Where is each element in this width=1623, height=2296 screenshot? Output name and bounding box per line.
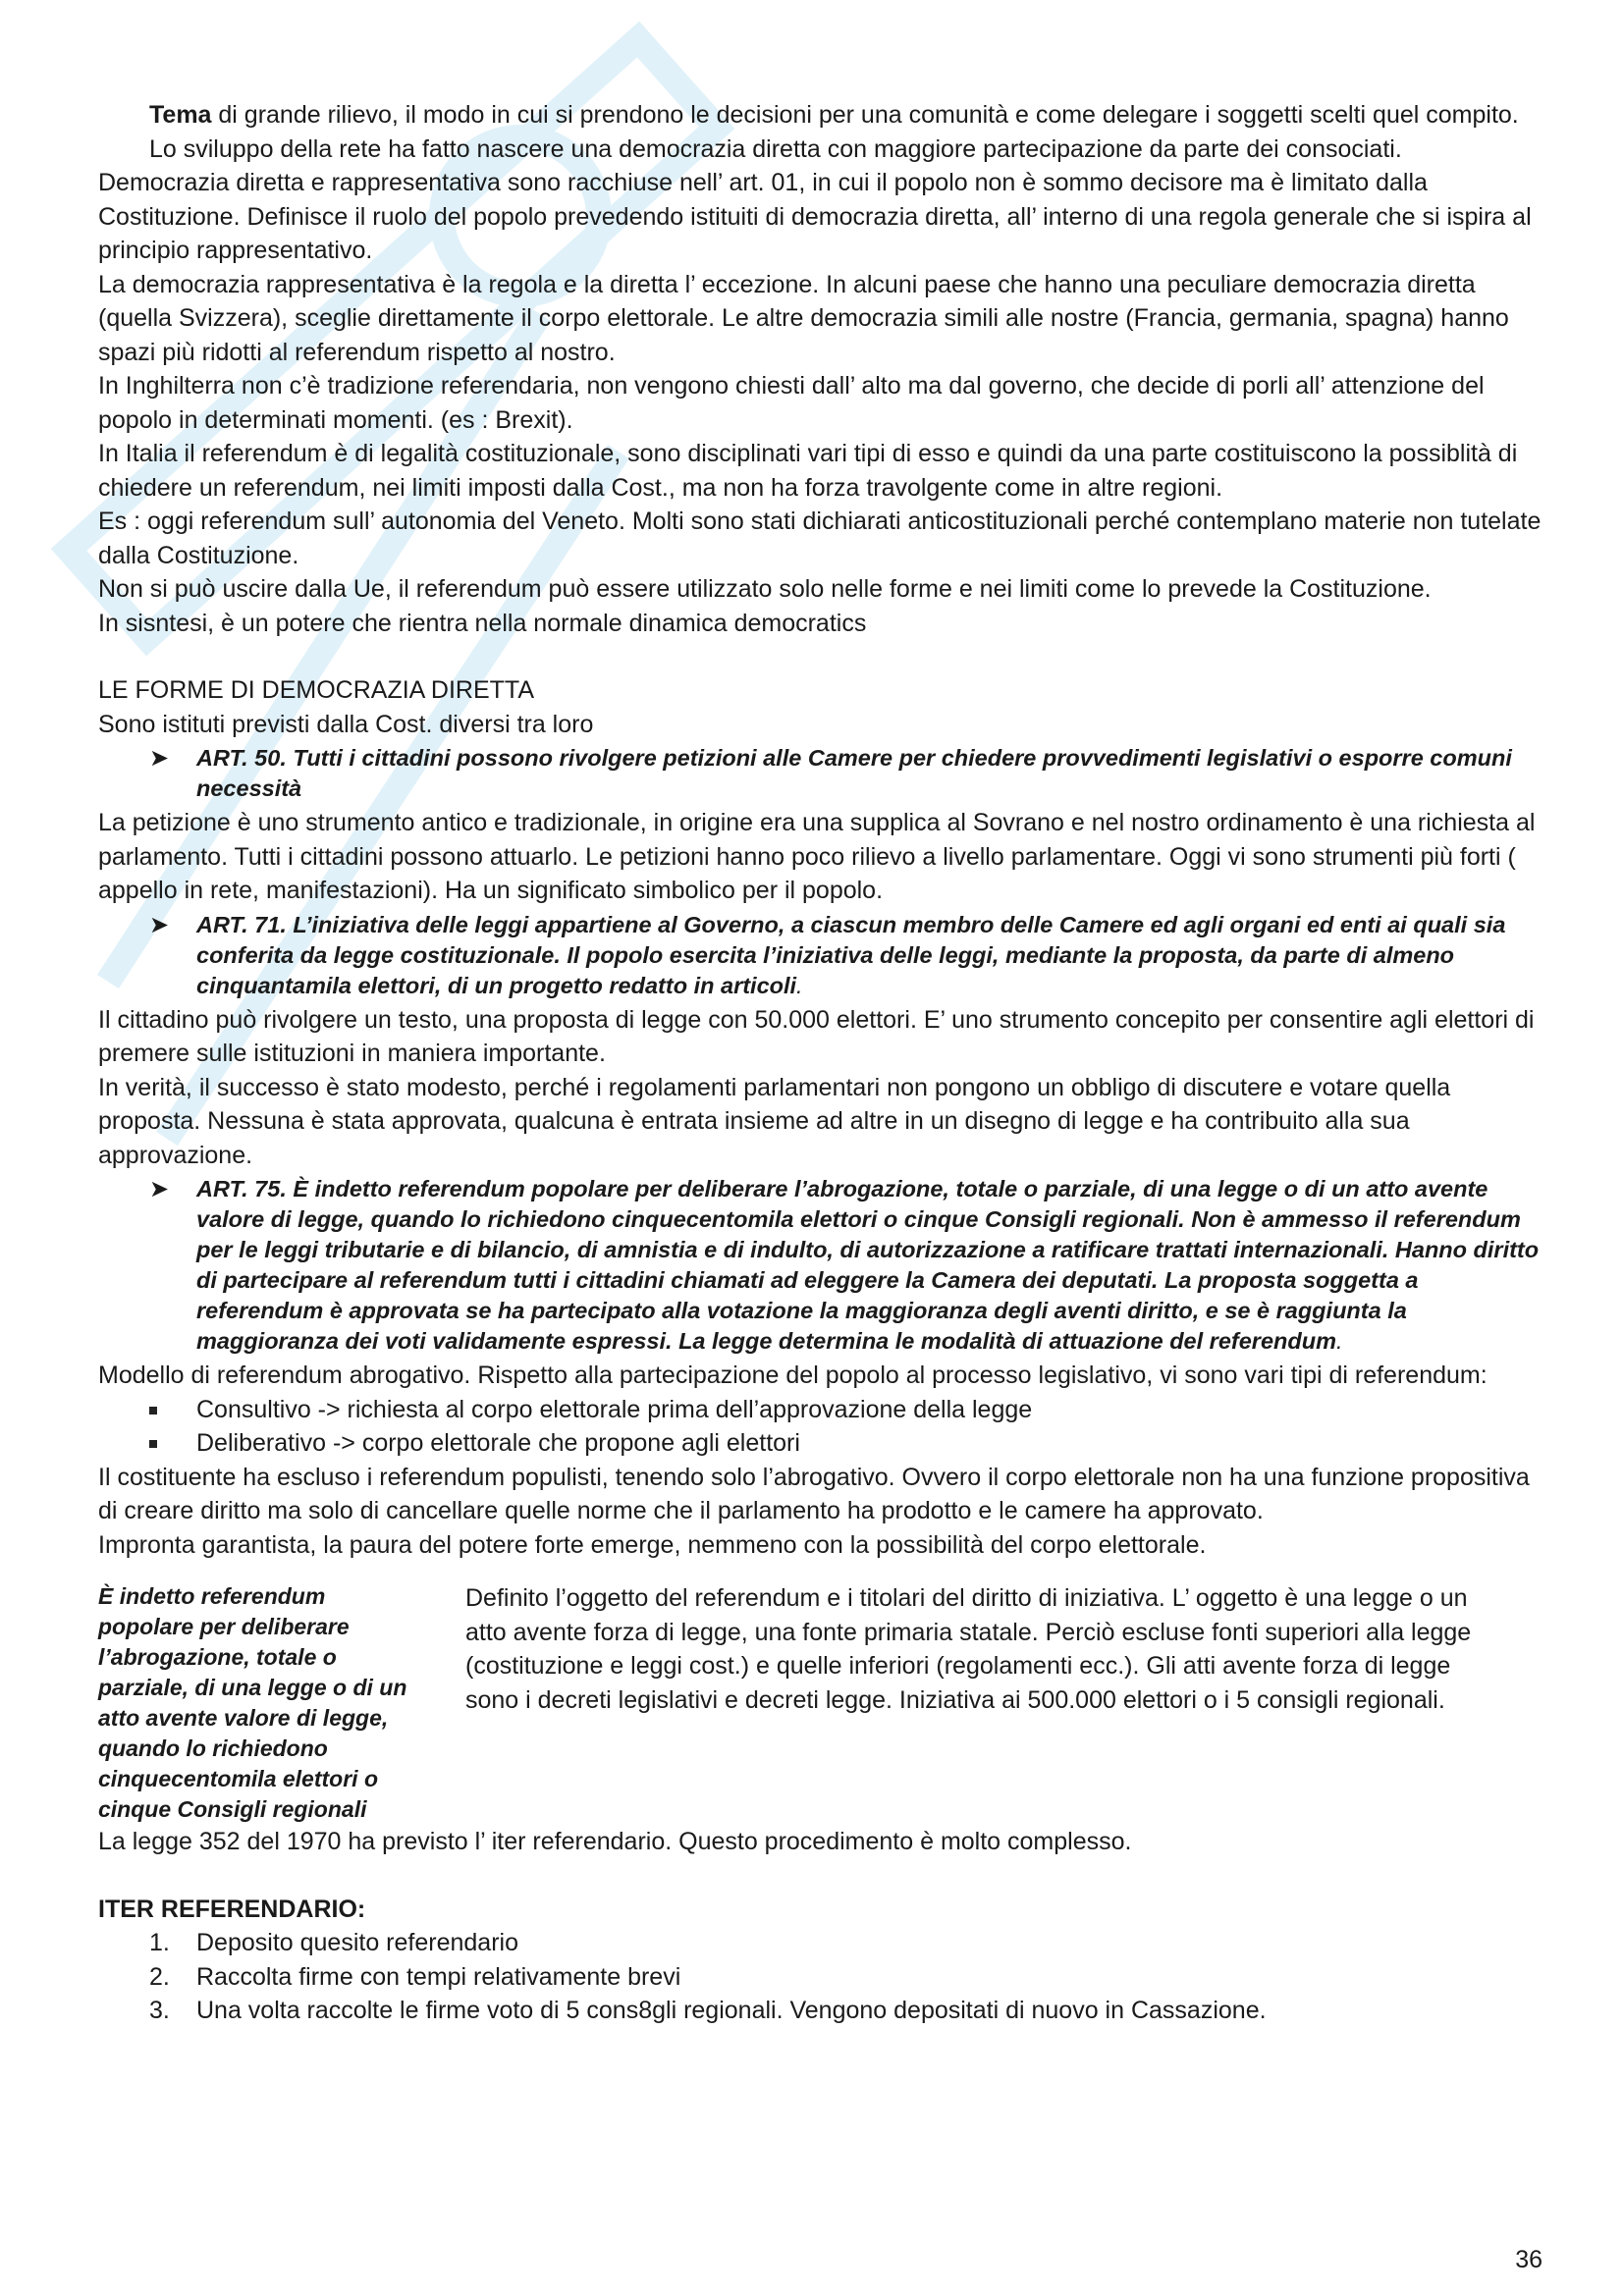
list-number: 3. xyxy=(149,1997,170,2024)
paragraph: Il costituente ha escluso i referendum populisti, tenendo solo l’abrogativo. Ovvero il corpo elettorale non ha una funzione propositiva di creare diritto ma solo di cancellare quelle norme che il parlamento ha prodotto e le camere ha approvato. xyxy=(98,1463,1530,1524)
page-number: 36 xyxy=(1515,2246,1542,2273)
list-item xyxy=(149,1994,1542,2028)
iter-list xyxy=(98,1926,1542,2028)
intro-paragraph xyxy=(98,98,1542,166)
list-item xyxy=(98,1426,1542,1461)
list-item-text: Consultivo -> richiesta al corpo elettorale prima dell’approvazione della legge xyxy=(196,1395,1033,1423)
article-71-text: ART. 71. L’iniziativa delle leggi appartiene al Governo, a ciascun membro delle Camere ed agli organi ed enti ai quali sia conferita da legge costituzionale. Il popolo esercita l’iniziativa delle leggi, mediante la proposta, da parte di almeno cinquantamila elettori, di un progetto redatto in articoli xyxy=(196,911,1506,998)
article-71-quote: ➤ ART. 71. L’iniziativa delle leggi appartiene al Governo, a ciascun membro delle Camere ed agli organi ed enti ai quali sia conferita da legge costituzionale. Il popolo esercita l’iniziativa delle leggi, mediante la proposta, da parte di almeno cinquantamila elettori, di un progetto redatto in articoli. xyxy=(149,911,1506,998)
square-bullet-icon xyxy=(149,1440,157,1448)
sidebar-block xyxy=(98,1581,1542,1825)
list-number: 2. xyxy=(149,1962,170,1991)
intro-lead-rest: di grande rilievo, il modo in cui si prendono le decisioni per una comunità e come delegare i soggetti scelti quel compito. Lo sviluppo della rete ha fatto nascere una democrazia diretta con maggiore partecipazione da parte dei consociati. xyxy=(149,101,1519,163)
sidebar-text: Definito l’oggetto del referendum e i titolari del diritto di iniziativa. L’ oggetto è una legge o un atto avente forza di legge, una fonte primaria statale. Perciò escluse fonti superiori alla legge (costituzione e leggi cost.) e quelle inferiori (regolamenti ecc.). Gli atti avente forza di legge sono i decreti legislativi e decreti legge. Iniziativa ai 500.000 elettori o i 5 consigli regionali. xyxy=(465,1584,1472,1714)
list-item-text: Una volta raccolte le firme voto di 5 cons8gli regionali. Vengono depositati di nuovo in Cassazione. xyxy=(196,1997,1267,2024)
sidebar-quote: È indetto referendum popolare per deliberare l’abrogazione, totale o parziale, di una legge o di un atto avente valore di legge, quando lo richiedono cinquecentomila elettori o cinque Consigli regionali xyxy=(98,1583,407,1822)
list-item xyxy=(98,1393,1542,1427)
intro-lead-word: Tema xyxy=(149,101,212,129)
paragraph: Il cittadino può rivolgere un testo, una proposta di legge con 50.000 elettori. E’ uno strumento concepito per consentire agli elettori di premere sulle istituzioni in maniera importante. xyxy=(98,1005,1535,1067)
iter-heading: ITER REFERENDARIO: xyxy=(98,1895,366,1923)
paragraph: In Italia il referendum è di legalità costituzionale, sono disciplinati vari tipi di esso e quindi da una parte costituiscono la possiblità di chiedere un referendum, nei limiti imposti dalla Cost., ma non ha forza travolgente come in altre regioni. xyxy=(98,440,1518,502)
document-page xyxy=(98,98,1542,2028)
list-item-text: Raccolta firme con tempi relativamente brevi xyxy=(196,1962,681,1991)
section-subtitle: Sono istituti previsti dalla Cost. diversi tra loro xyxy=(98,710,594,738)
list-item-text: Deliberativo -> corpo elettorale che propone agli elettori xyxy=(196,1429,800,1457)
section-title: LE FORME DI DEMOCRAZIA DIRETTA xyxy=(98,676,535,704)
paragraph: Es : oggi referendum sull’ autonomia del Veneto. Molti sono stati dichiarati anticostituzionali perché contemplano materie non tutelate dalla Costituzione. xyxy=(98,507,1542,569)
article-50-quote xyxy=(98,743,1542,804)
paragraph: In sisntesi, è un potere che rientra nella normale dinamica democratics xyxy=(98,609,867,637)
paragraph: In Inghilterra non c’è tradizione referendaria, non vengono chiesti dall’ alto ma dal governo, che decide di porli all’ attenzione del popolo in determinati momenti. (es : Brexit). xyxy=(98,372,1485,434)
article-75-quote: ➤ ART. 75. È indetto referendum popolare per deliberare l’abrogazione, totale o parziale, di una legge o di un atto avente valore di legge, quando lo richiedono cinquecentomila elettori o cinque Consigli regionali. Non è ammesso il referendum per le leggi tributarie e di bilancio, di amnistia e di indulto, di autorizzazione a ratificare trattati internazionali. Hanno diritto di partecipare al referendum tutti i cittadini chiamati ad eleggere la Camera dei deputati. La proposta soggetta a referendum è approvata se ha partecipato alla votazione la maggioranza degli aventi diritto, e se è raggiunta la maggioranza dei voti validamente espressi. La legge determina le modalità di attuazione del referendum. xyxy=(149,1176,1540,1354)
paragraph: Democrazia diretta e rappresentativa sono racchiuse nell’ art. 01, in cui il popolo non è sommo decisore ma è limitato dalla Costituzione. Definisce il ruolo del popolo prevedendo istituiti di democrazia diretta, all’ interno di una regola generale che si ispira al principio rappresentativo. xyxy=(98,169,1532,264)
list-item xyxy=(149,1960,1542,1995)
paragraph: Impronta garantista, la paura del potere forte emerge, nemmeno con la possibilità del corpo elettorale. xyxy=(98,1530,1207,1559)
paragraph: Non si può uscire dalla Ue, il referendum può essere utilizzato solo nelle forme e nei limiti come lo prevede la Costituzione. xyxy=(98,575,1432,603)
arrow-bullet-icon: ➤ xyxy=(149,745,170,772)
law-note: La legge 352 del 1970 ha previsto l’ iter referendario. Questo procedimento è molto complesso. xyxy=(98,1828,1132,1855)
list-item xyxy=(149,1926,1542,1960)
list-item-text: Deposito quesito referendario xyxy=(196,1929,518,1956)
paragraph: Modello di referendum abrogativo. Rispetto alla partecipazione del popolo al processo legislativo, vi sono vari tipi di referendum: xyxy=(98,1362,1488,1389)
arrow-bullet-icon: ➤ xyxy=(149,1176,170,1202)
paragraph: La petizione è uno strumento antico e tradizionale, in origine era una supplica al Sovrano e nel nostro ordinamento è una richiesta al parlamento. Tutti i cittadini possono attuarlo. Le petizioni hanno poco rilievo a livello parlamentare. Oggi vi sono strumenti più forti ( appello in rete, manifestazioni). Ha un significato simbolico per il popolo. xyxy=(98,809,1536,904)
list-number: 1. xyxy=(149,1929,170,1956)
square-bullet-icon xyxy=(149,1407,157,1415)
arrow-bullet-icon: ➤ xyxy=(149,911,170,938)
paragraph: In verità, il successo è stato modesto, perché i regolamenti parlamentari non pongono un obbligo di discutere e votare quella proposta. Nessuna è stata approvata, qualcuna è entrata insieme ad altre in un disegno di legge e ha contribuito alla sua approvazione. xyxy=(98,1073,1451,1169)
article-75-text: ART. 75. È indetto referendum popolare per deliberare l’abrogazione, totale o parziale, di una legge o di un atto avente valore di legge, quando lo richiedono cinquecentomila elettori o cinque Consigli regionali. Non è ammesso il referendum per le leggi tributarie e di bilancio, di amnistia e di indulto, di autorizzazione a ratificare trattati internazionali. Hanno diritto di partecipare al referendum tutti i cittadini chiamati ad eleggere la Camera dei deputati. La proposta soggetta a referendum è approvata se ha partecipato alla votazione la maggioranza degli aventi diritto, e se è raggiunta la maggioranza dei voti validamente espressi. La legge determina le modalità di attuazione del referendum xyxy=(196,1176,1540,1354)
article-50-text: ART. 50. Tutti i cittadini possono rivolgere petizioni alle Camere per chiedere provvedimenti legislativi o esporre comuni necessità xyxy=(196,745,1512,801)
paragraph: La democrazia rappresentativa è la regola e la diretta l’ eccezione. In alcuni paese che hanno una peculiare democrazia diretta (quella Svizzera), sceglie direttamente il corpo elettorale. Le altre democrazia simili alle nostre (Francia, germania, spagna) hanno spazi più ridotti al referendum rispetto al nostro. xyxy=(98,270,1509,366)
